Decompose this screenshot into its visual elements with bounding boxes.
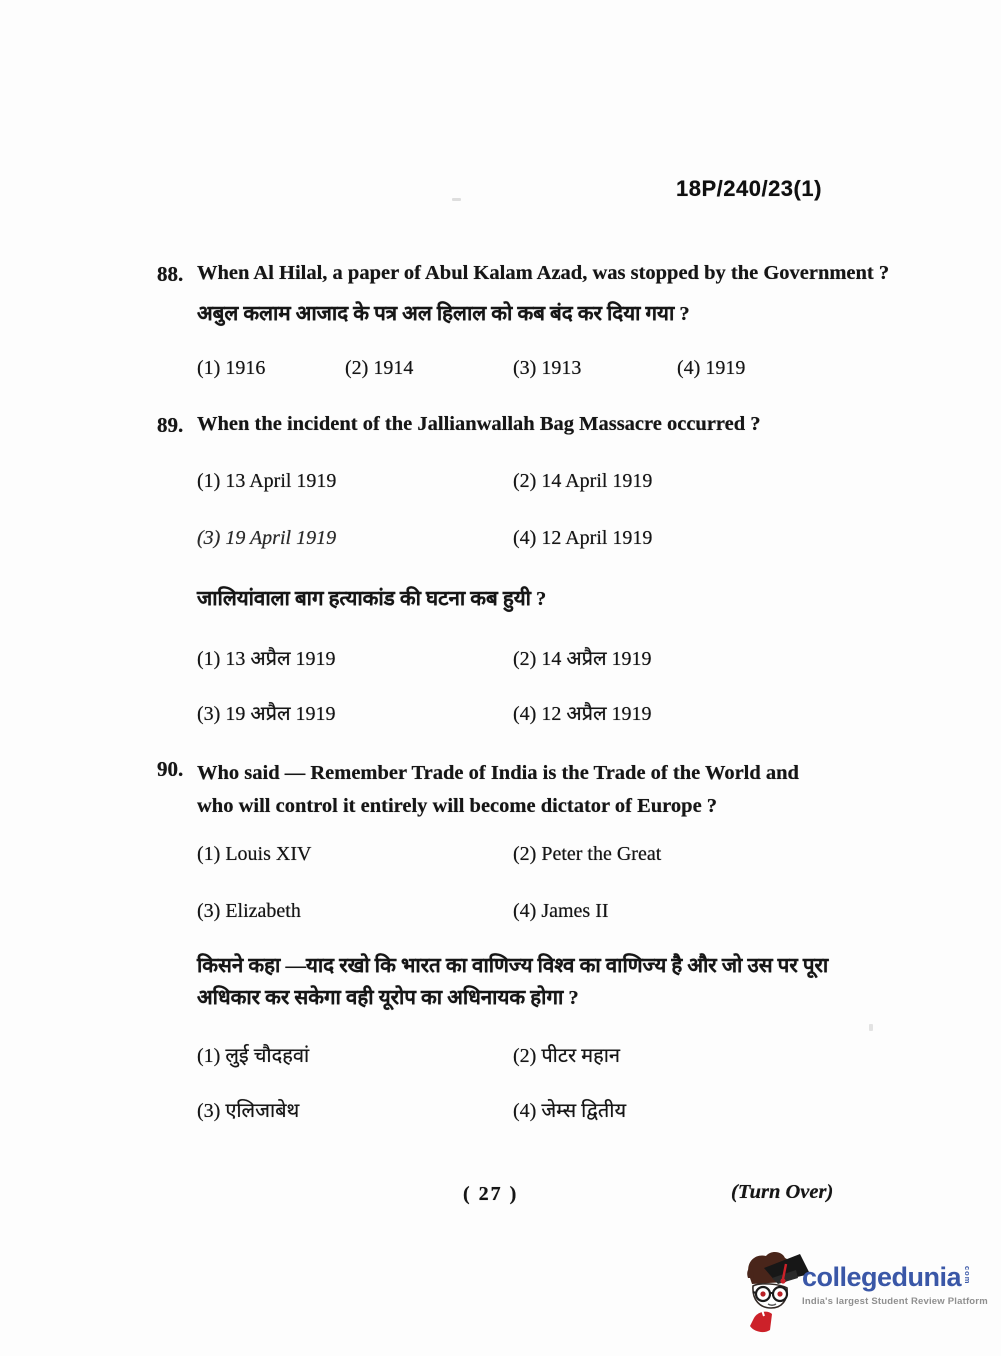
collegedunia-brand-text: collegedunia [802,1262,962,1292]
question-89-option-hi-4: (4) 12 अप्रैल 1919 [513,703,652,725]
question-89-option-en-1: (1) 13 April 1919 [197,470,337,492]
scan-artifact [452,198,461,201]
question-89-text-hi: जालियांवाला बाग हत्याकांड की घटना कब हुयी ? [197,588,547,610]
question-88-option-1: (1) 1916 [197,357,266,379]
question-90-number: 90. [157,757,184,781]
page-number: ( 27 ) [463,1183,519,1205]
question-88-number: 88. [157,262,184,286]
question-90-option-hi-1: (1) लुई चौदहवां [197,1045,310,1067]
question-90-option-en-2: (2) Peter the Great [513,843,662,865]
collegedunia-logo [738,1248,994,1336]
collegedunia-domain-text: com [963,1266,973,1285]
question-90-option-hi-4: (4) जेम्स द्वितीय [513,1100,627,1122]
question-89-text-en: When the incident of the Jallianwallah Bag Massacre occurred ? [197,413,761,435]
question-88-option-2: (2) 1914 [345,357,414,379]
question-90-text-hi: किसने कहा —याद रखो कि भारत का वाणिज्य विश्व का वाणिज्य है और जो उस पर पूरा अधिकार कर सकेगा वही यूरोप का अधिनायक होगा ? [197,955,829,1009]
question-89-option-hi-2: (2) 14 अप्रैल 1919 [513,648,652,670]
question-90-option-hi-3: (3) एलिजाबेथ [197,1100,300,1122]
question-88-option-4: (4) 1919 [677,357,746,379]
question-88-option-3: (3) 1913 [513,357,582,379]
question-89-option-hi-3: (3) 19 अप्रैल 1919 [197,703,336,725]
turn-over-note: (Turn Over) [731,1181,834,1203]
question-89-number: 89. [157,413,184,437]
question-90-option-en-1: (1) Louis XIV [197,843,312,865]
question-89-option-en-4: (4) 12 April 1919 [513,527,653,549]
paper-code: 18P/240/23(1) [676,176,822,201]
question-88-text-hi: अबुल कलाम आजाद के पत्र अल हिलाल को कब बंद कर दिया गया ? [197,303,690,325]
question-88-text-en: When Al Hilal, a paper of Abul Kalam Azad, was stopped by the Government ? [197,262,890,284]
question-90-option-en-3: (3) Elizabeth [197,900,301,922]
question-90-text-en: Who said — Remember Trade of India is the Trade of the World and who will control it entirely will become dictator of Europe ? [197,762,799,817]
collegedunia-mascot-icon [738,1248,810,1336]
collegedunia-tagline: India's largest Student Review Platform [802,1296,988,1307]
question-90-option-en-4: (4) James II [513,900,609,922]
scan-artifact [869,1024,873,1031]
question-90-option-hi-2: (2) पीटर महान [513,1045,620,1067]
question-89-option-hi-1: (1) 13 अप्रैल 1919 [197,648,336,670]
question-89-option-en-3: (3) 19 April 1919 [197,527,337,549]
question-89-option-en-2: (2) 14 April 1919 [513,470,653,492]
